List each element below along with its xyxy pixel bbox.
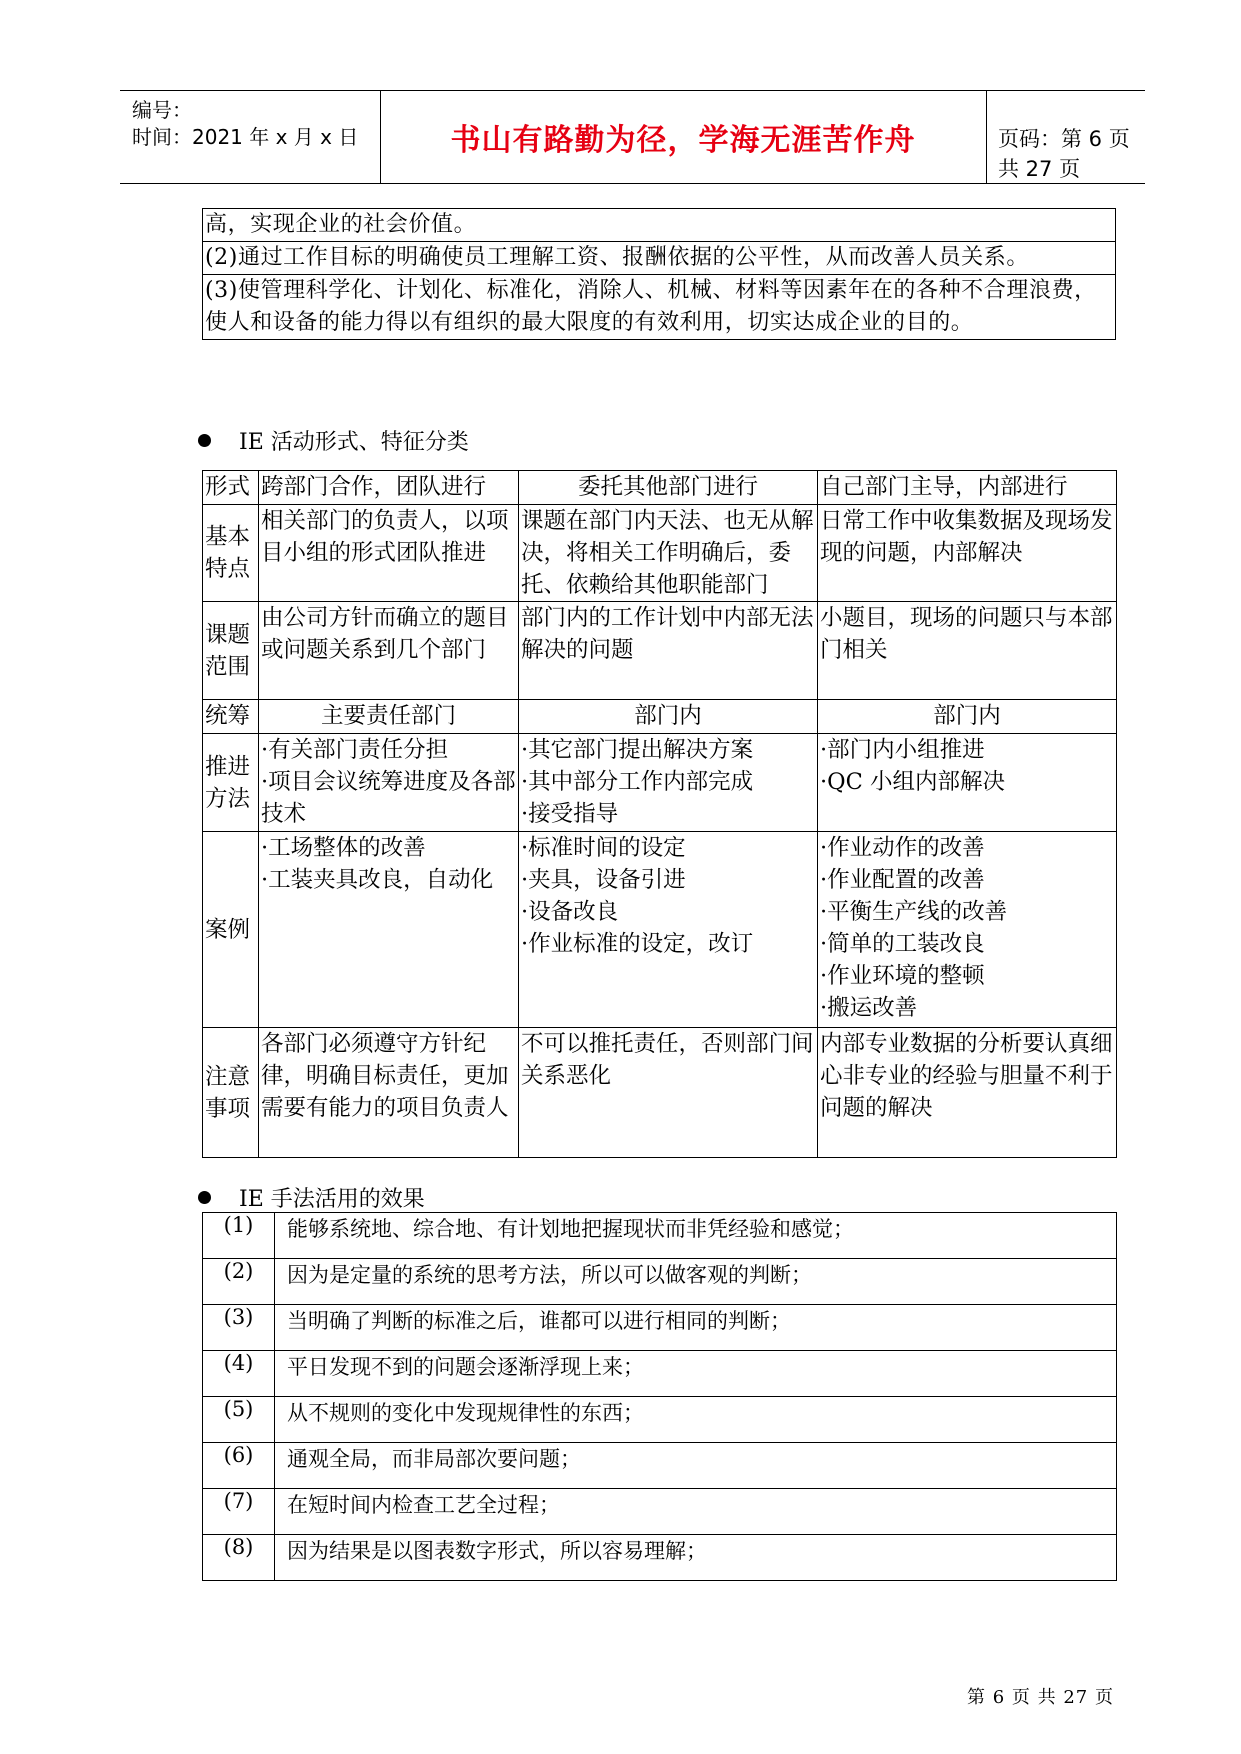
table-row: [203, 1305, 1117, 1351]
page-info: 页码：第 6 页 共 27 页: [998, 127, 1130, 181]
row-label: 注意事项: [203, 1028, 259, 1158]
table-cell: 相关部门的负责人，以项目小组的形式团队推进: [259, 505, 519, 602]
item-text: 当明确了判断的标准之后，谁都可以进行相同的判断；: [275, 1305, 1117, 1351]
table-row: [203, 1259, 1117, 1305]
section-title: [198, 1182, 425, 1213]
table-row: [203, 602, 1117, 700]
row-label: 案例: [203, 832, 259, 1028]
table-cell: 部门内: [818, 700, 1117, 734]
table-row: [203, 1213, 1117, 1259]
intro-table: [202, 208, 1116, 340]
header-motto: 书山有路勤为径，学海无涯苦作舟: [450, 123, 916, 158]
time-label: 时间：2021 年 x 月 x 日: [132, 125, 359, 149]
intro-row: 高，实现企业的社会价值。: [203, 209, 1116, 242]
header-cell: 跨部门合作，团队进行: [259, 471, 519, 505]
table-cell: ·其它部门提出解决方案 ·其中部分工作内部完成 ·接受指导: [519, 734, 818, 832]
item-number: (4): [203, 1351, 275, 1397]
table-cell: 主要责任部门: [259, 700, 519, 734]
table-cell: 部门内: [519, 700, 818, 734]
bullet-icon: [198, 434, 211, 447]
item-number: (3): [203, 1305, 275, 1351]
item-text: 因为是定量的系统的思考方法，所以可以做客观的判断；: [275, 1259, 1117, 1305]
table-cell: 课题在部门内天法、也无从解决，将相关工作明确后，委托、依赖给其他职能部门: [519, 505, 818, 602]
row-label: 基本特点: [203, 505, 259, 602]
intro-row: (2)通过工作目标的明确使员工理解工资、报酬依据的公平性，从而改善人员关系。: [203, 242, 1116, 275]
item-number: (6): [203, 1443, 275, 1489]
item-number: (7): [203, 1489, 275, 1535]
table-row: [203, 1028, 1117, 1158]
table-cell: ·部门内小组推进 ·QC 小组内部解决: [818, 734, 1117, 832]
item-number: (5): [203, 1397, 275, 1443]
table-row: [203, 1535, 1117, 1581]
header-cell: 形式: [203, 471, 259, 505]
number-label: 编号：: [132, 98, 192, 122]
bullet-icon: [198, 1191, 211, 1204]
effects-table: [202, 1212, 1116, 1581]
table-cell: 由公司方针而确立的题目或问题关系到几个部门: [259, 602, 519, 700]
header-meta: [132, 91, 387, 183]
header-divider: [986, 91, 987, 183]
header-cell: 自己部门主导，内部进行: [818, 471, 1117, 505]
item-number: (2): [203, 1259, 275, 1305]
intro-row: (3)使管理科学化、计划化、标准化，消除人、机械、材料等因素年在的各种不合理浪费，使人和设备的能力得以有组织的最大限度的有效利用，切实达成企业的目的。: [203, 275, 1116, 340]
table-cell: 部门内的工作计划中内部无法解决的问题: [519, 602, 818, 700]
table-cell: ·作业动作的改善 ·作业配置的改善 ·平衡生产线的改善 ·简单的工装改良 ·作业环境的整顿 ·搬运改善: [818, 832, 1117, 1028]
row-label: 统筹: [203, 700, 259, 734]
table-row: [203, 734, 1117, 832]
table-row: [203, 505, 1117, 602]
item-text: 从不规则的变化中发现规律性的东西；: [275, 1397, 1117, 1443]
table-cell: 日常工作中收集数据及现场发现的问题，内部解决: [818, 505, 1117, 602]
table-row: [203, 1397, 1117, 1443]
section-title: [198, 425, 469, 456]
table-cell: ·标准时间的设定 ·夹具，设备引进 ·设备改良 ·作业标准的设定，改订: [519, 832, 818, 1028]
table-row: [203, 832, 1117, 1028]
table-cell: 小题目，现场的问题只与本部门相关: [818, 602, 1117, 700]
item-text: 因为结果是以图表数字形式，所以容易理解；: [275, 1535, 1117, 1581]
table-cell: ·工场整体的改善 ·工装夹具改良，自动化: [259, 832, 519, 1028]
section-title-text: IE 手法活用的效果: [239, 1187, 425, 1212]
section-title-text: IE 活动形式、特征分类: [239, 430, 469, 455]
item-text: 通观全局，而非局部次要问题；: [275, 1443, 1117, 1489]
row-label: 推进方法: [203, 734, 259, 832]
item-number: (8): [203, 1535, 275, 1581]
table-cell: 各部门必须遵守方针纪律，明确目标责任，更加需要有能力的项目负责人: [259, 1028, 519, 1158]
item-text: 平日发现不到的问题会逐渐浮现上来；: [275, 1351, 1117, 1397]
table-row: [203, 700, 1117, 734]
item-number: (1): [203, 1213, 275, 1259]
item-text: 能够系统地、综合地、有计划地把握现状而非凭经验和感觉；: [275, 1213, 1117, 1259]
row-label: 课题范围: [203, 602, 259, 700]
table-row: [203, 1351, 1117, 1397]
page-header: [120, 90, 1145, 184]
table-cell: 不可以推托责任，否则部门间关系恶化: [519, 1028, 818, 1158]
header-cell: 委托其他部门进行: [519, 471, 818, 505]
table-row: [203, 1443, 1117, 1489]
table-header-row: [203, 471, 1117, 505]
table-cell: ·有关部门责任分担 ·项目会议统筹进度及各部技术: [259, 734, 519, 832]
table-cell: 内部专业数据的分析要认真细心非专业的经验与胆量不利于问题的解决: [818, 1028, 1117, 1158]
forms-table: [202, 470, 1116, 1158]
item-text: 在短时间内检查工艺全过程；: [275, 1489, 1117, 1535]
page-footer: 第 6 页 共 27 页: [967, 1687, 1114, 1708]
table-row: [203, 1489, 1117, 1535]
